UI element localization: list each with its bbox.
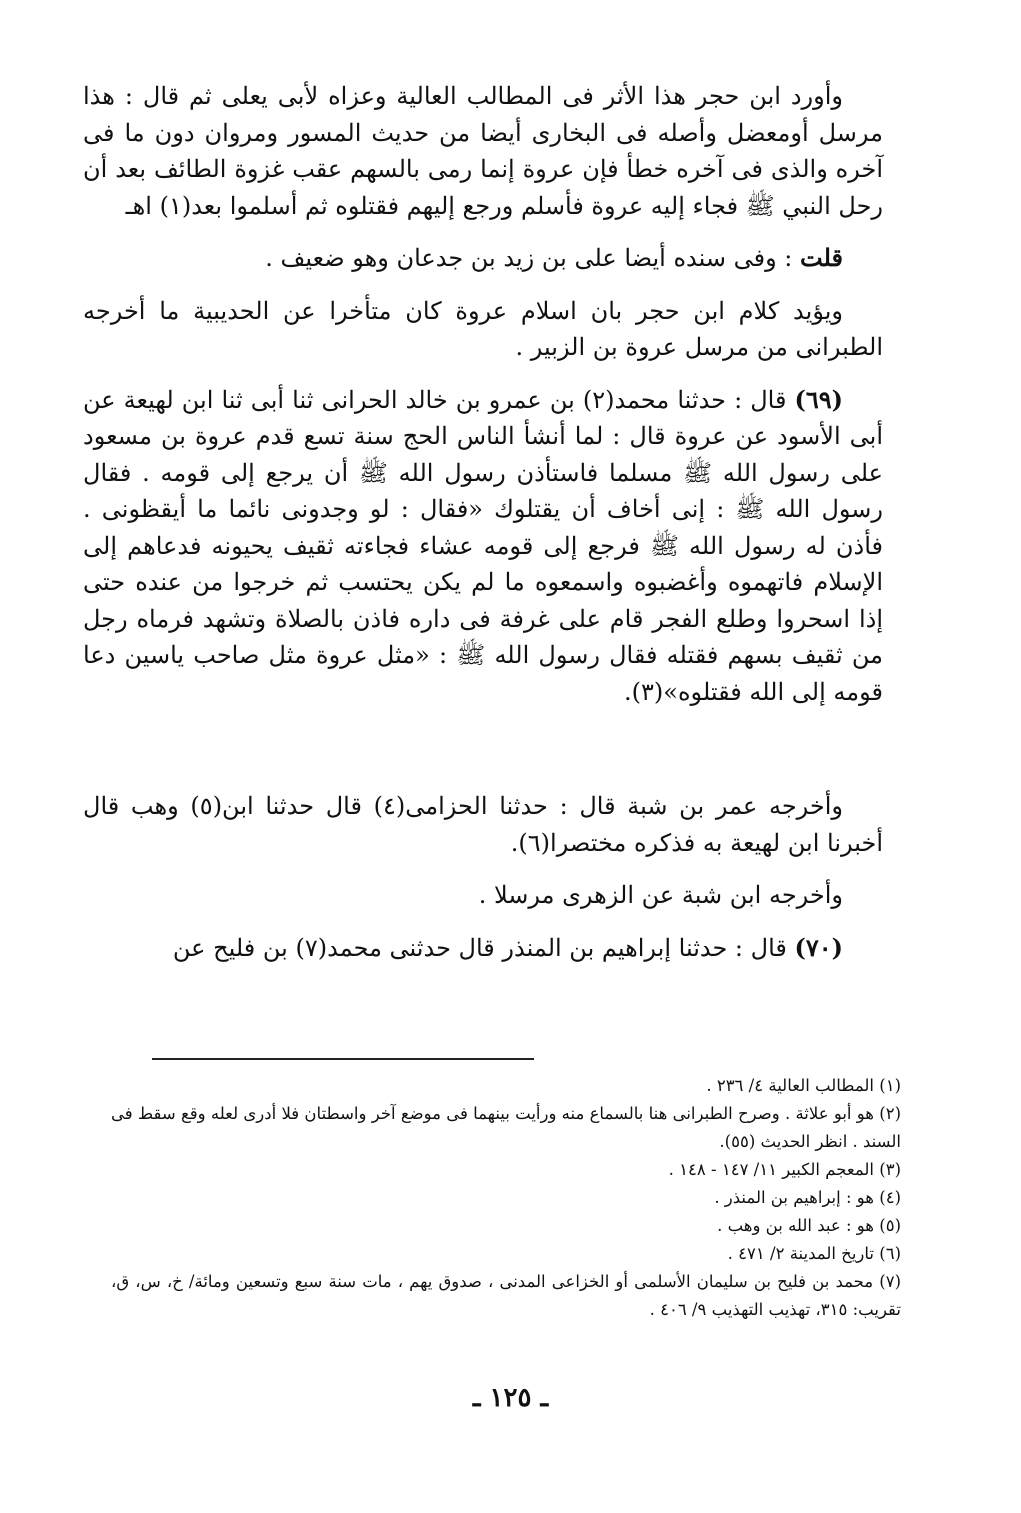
footnote-5: (٥) هو : عبد الله بن وهب . xyxy=(717,1216,901,1235)
footnote-divider xyxy=(152,1058,534,1060)
paragraph-1: وأورد ابن حجر هذا الأثر فى المطالب العالية وعزاه لأبى يعلى ثم قال : هذا مرسل أومعضل وأصله فى البخارى أيضا من حديث المسور ومروان دون ما فى آخره والذى فى آخره خطأ فإن عروة إنما رمى بالسهم عقب غزوة الطائف بعد أن رحل النبي ﷺ فجاء إليه عروة فأسلم ورجع إليهم فقتلوه ثم أسلموا بعد(١) اهـ xyxy=(83,82,883,220)
paragraph-3: ويؤيد كلام ابن حجر بان اسلام عروة كان متأخرا عن الحديبية ما أخرجه الطبرانى من مرسل عروة بن الزبير . xyxy=(83,296,883,361)
hadith-69-number: (٦٩) xyxy=(794,384,844,414)
hadith-69-text: قال : حدثنا محمد(٢) بن عمرو بن خالد الحرانى ثنا أبى ثنا ابن لهيعة عن أبى الأسود عن عروة قال : لما أنشأ الناس الحج سنة تسع قدم عروة بن مسعود على رسول الله ﷺ مسلما فاستأذن رسول الله ﷺ أن يرجع إلى قومه . فقال رسول الله ﷺ : إنى أخاف أن يقتلوك «فقال : لو وجدونى نائما ما أيقظونى . فأذن له رسول الله ﷺ فرجع إلى قومه عشاء فجاءته ثقيف يحيونه فدعاهم إلى الإسلام فاتهموه وأغضبوه واسمعوه ما لم يكن يحتسب ثم خرجوا من عنده حتى إذا اسحروا وطلع الفجر قام على غرفة فى داره فاذن بالصلاة وتشهد فرماه رجل من ثقيف بسهم فقتله فقال رسول الله ﷺ : «مثل عروة مثل صاحب ياسين دعا قومه إلى الله فقتلوه»(٣). xyxy=(83,385,883,706)
hadith-70-text: قال : حدثنا إبراهيم بن المنذر قال حدثنى محمد(٧) بن فليح عن xyxy=(172,933,795,962)
hadith-70 xyxy=(83,930,883,967)
footnote-6: (٦) تاريخ المدينة ٢/ ٤٧١ . xyxy=(727,1244,901,1263)
footnote-4: (٤) هو : إبراهيم بن المنذر . xyxy=(714,1188,901,1207)
paragraph-2 xyxy=(83,240,883,277)
page-number: ـ ١٢٥ ـ xyxy=(472,1383,549,1413)
footnote-7: (٧) محمد بن فليح بن سليمان الأسلمى أو الخزاعى المدنى ، صدوق يهم ، مات سنة سبع وتسعين ومائة/ خ، س، ق، تقريب: ٣١٥، تهذيب التهذيب ٩/ ٤٠٦ . xyxy=(111,1272,901,1319)
spacer xyxy=(83,726,883,788)
footnote-1: (١) المطالب العالية ٤/ ٢٣٦ . xyxy=(706,1076,901,1095)
footnote-3: (٣) المعجم الكبير ١١/ ١٤٧ - ١٤٨ . xyxy=(668,1160,901,1179)
hadith-70-number: (٧٠) xyxy=(794,932,843,962)
paragraph-6: وأخرجه ابن شبة عن الزهرى مرسلا . xyxy=(478,881,843,909)
footnotes xyxy=(111,1072,901,1324)
footnote-2: (٢) هو أبو علاثة . وصرح الطبرانى هنا بالسماع منه ورأيت بينهما فى موضع آخر واسطتان فلا أدرى لعله وقع سقط فى السند . انظر الحديث (٥٥). xyxy=(111,1104,901,1151)
paragraph-5: وأخرجه عمر بن شبة قال : حدثنا الحزامى(٤) قال حدثنا ابن(٥) وهب قال أخبرنا ابن لهيعة به فذكره مختصرا(٦). xyxy=(83,792,883,857)
paragraph-2-text: : وفى سنده أيضا على بن زيد بن جدعان وهو ضعيف . xyxy=(265,244,801,272)
qultu-label: قلت xyxy=(800,243,843,272)
hadith-69 xyxy=(83,382,883,711)
main-text xyxy=(83,78,883,982)
